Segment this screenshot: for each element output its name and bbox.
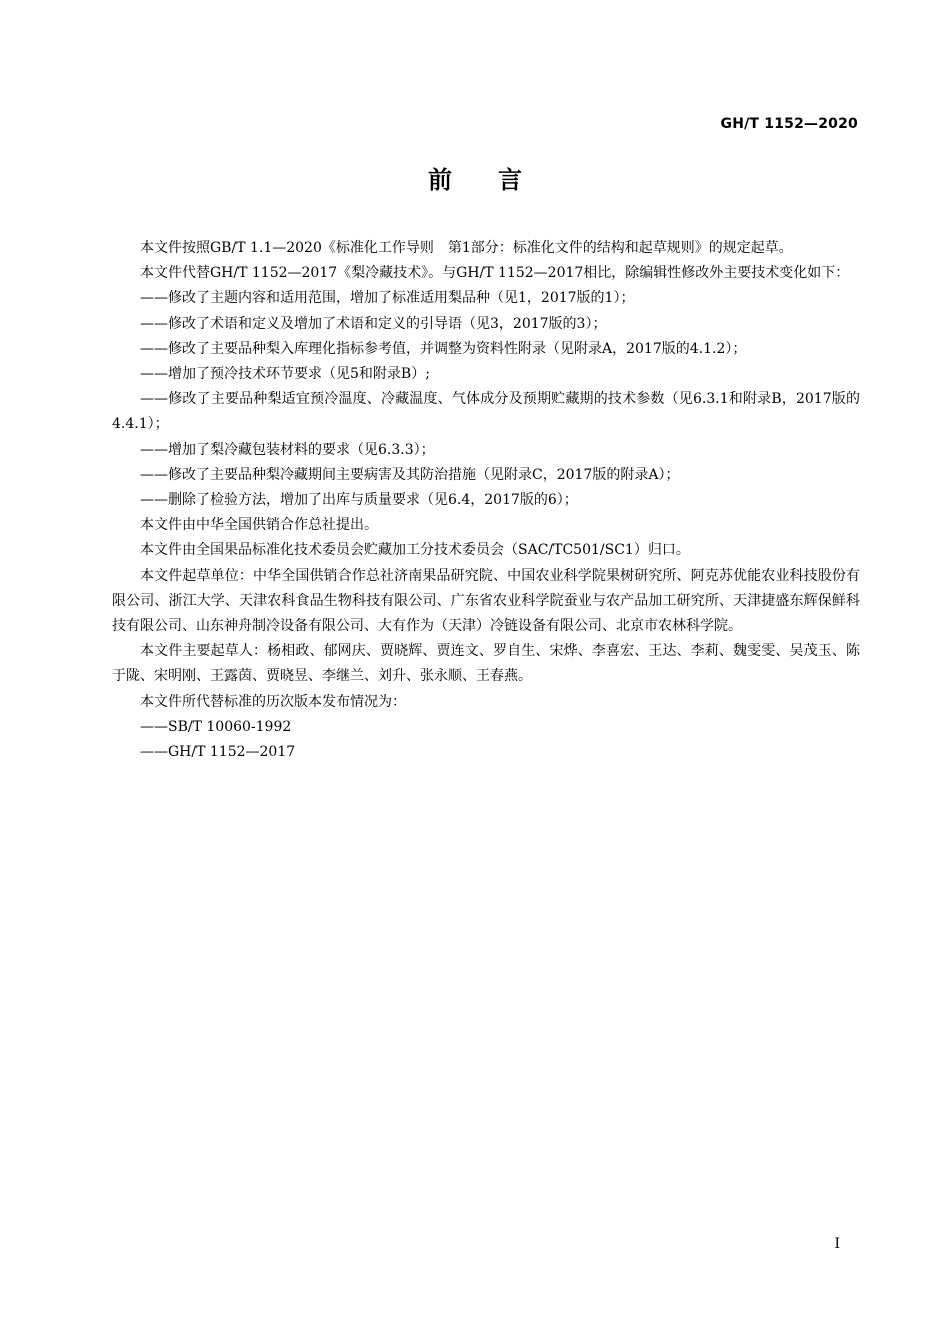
paragraph-drafting-basis: 本文件按照GB/T 1.1—2020《标准化工作导则 第1部分：标准化文件的结构和起草规则》的规定起草。: [140, 240, 793, 256]
change-item: ——修改了主要品种梨适宜预冷温度、冷藏温度、气体成分及预期贮藏期的技术参数（见6.3.1和附录B，2017版的4.4.1）；: [112, 391, 860, 433]
paragraph-committee: 本文件由全国果品标准化技术委员会贮藏加工分技术委员会（SAC/TC501/SC1）归口。: [140, 542, 690, 559]
change-item: ——修改了术语和定义及增加了术语和定义的引导语（见3，2017版的3）；: [140, 315, 607, 332]
change-item: ——删除了检验方法，增加了出库与质量要求（见6.4，2017版的6）；: [140, 492, 578, 509]
paragraph-drafters: 本文件主要起草人：杨相政、郁网庆、贾晓辉、贾连文、罗自生、宋烨、李喜宏、王达、李莉、魏雯雯、吴茂玉、陈于陇、宋明刚、王露茵、贾晓昱、李继兰、刘升、张永顺、王春燕。: [112, 643, 860, 685]
page-number: I: [834, 1236, 840, 1252]
change-item: ——修改了主要品种梨冷藏期间主要病害及其防治措施（见附录C，2017版的附录A）；: [140, 466, 680, 483]
standard-code: GH/T 1152—2020: [720, 116, 858, 132]
history-item: ——SB/T 10060-1992: [140, 718, 292, 735]
paragraph-history: 本文件所代替标准的历次版本发布情况为：: [140, 693, 406, 710]
paragraph-proposer: 本文件由中华全国供销合作总社提出。: [140, 517, 378, 534]
change-item: ——增加了预冷技术环节要求（见5和附录B）;: [140, 366, 430, 383]
change-item: ——修改了主要品种梨入库理化指标参考值，并调整为资料性附录（见附录A，2017版的4.1.2）；: [140, 340, 747, 357]
history-item: ——GH/T 1152—2017: [140, 744, 296, 761]
change-item: ——增加了梨冷藏包装材料的要求（见6.3.3）；: [140, 441, 435, 458]
change-item: ——修改了主题内容和适用范围，增加了标准适用梨品种（见1，2017版的1）；: [140, 290, 635, 307]
paragraph-replaces: 本文件代替GH/T 1152—2017《梨冷藏技术》。与GH/T 1152—2017相比，除编辑性修改外主要技术变化如下：: [140, 265, 850, 282]
paragraph-drafting-units: 本文件起草单位：中华全国供销合作总社济南果品研究院、中国农业科学院果树研究所、阿克苏优能农业科技股份有限公司、浙江大学、天津农科食品生物科技有限公司、广东省农业科学院蚕业与农产品加工研究所、天津捷盛东辉保鲜科技有限公司、山东神舟制冷设备有限公司、大有作为（天津）冷链设备有限公司、北京市农林科学院。: [112, 567, 860, 635]
page-title: 前言: [428, 166, 568, 194]
foreword-body: [112, 236, 860, 765]
